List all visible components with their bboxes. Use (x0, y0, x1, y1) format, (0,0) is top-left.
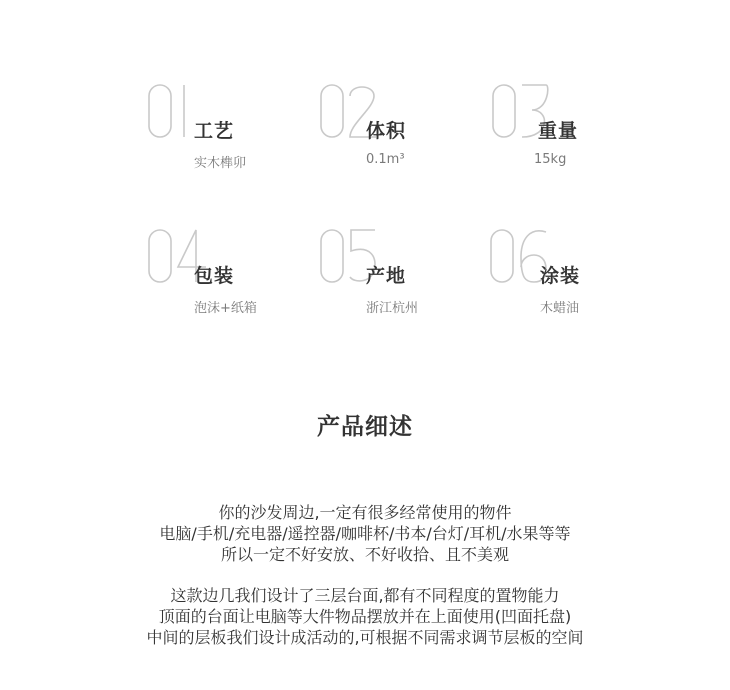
description-line: 电脑/手机/充电器/遥控器/咖啡杯/书本/台灯/耳机/水果等等 (159, 524, 571, 543)
spec-item-weight (492, 82, 662, 172)
spec-label: 包装 (194, 265, 235, 287)
description-line: 所以一定不好安放、不好收拾、且不美观 (220, 545, 509, 564)
spec-label: 涂装 (540, 265, 581, 287)
spec-value: 浙江杭州 (366, 301, 419, 316)
spec-label: 工艺 (194, 120, 235, 142)
spec-label: 产地 (366, 265, 407, 287)
spec-value: 实木榫卯 (194, 156, 247, 171)
spec-item-origin (320, 227, 490, 317)
spec-value: 15kg (534, 152, 567, 167)
spec-item-finish (490, 227, 660, 317)
spec-value: 泡沫+纸箱 (194, 301, 257, 316)
spec-item-packaging (148, 227, 318, 317)
description-line: 这款边几我们设计了三层台面,都有不同程度的置物能力 (170, 586, 560, 605)
description-paragraph-1 (0, 502, 730, 565)
description-line: 顶面的台面让电脑等大件物品摆放并在上面使用(凹面托盘) (158, 607, 572, 626)
description-paragraph-2 (0, 585, 730, 648)
spec-item-volume (320, 82, 490, 172)
spec-label: 重量 (538, 120, 579, 142)
description-line: 你的沙发周边,一定有很多经常使用的物件 (218, 503, 512, 522)
description-line: 中间的层板我们设计成活动的,可根据不同需求调节层板的空间 (146, 628, 584, 647)
spec-value: 木蜡油 (540, 301, 580, 316)
section-title: 产品细述 (317, 414, 413, 440)
spec-value: 0.1m³ (366, 152, 405, 167)
spec-item-craft (148, 82, 318, 172)
spec-label: 体积 (366, 120, 407, 142)
